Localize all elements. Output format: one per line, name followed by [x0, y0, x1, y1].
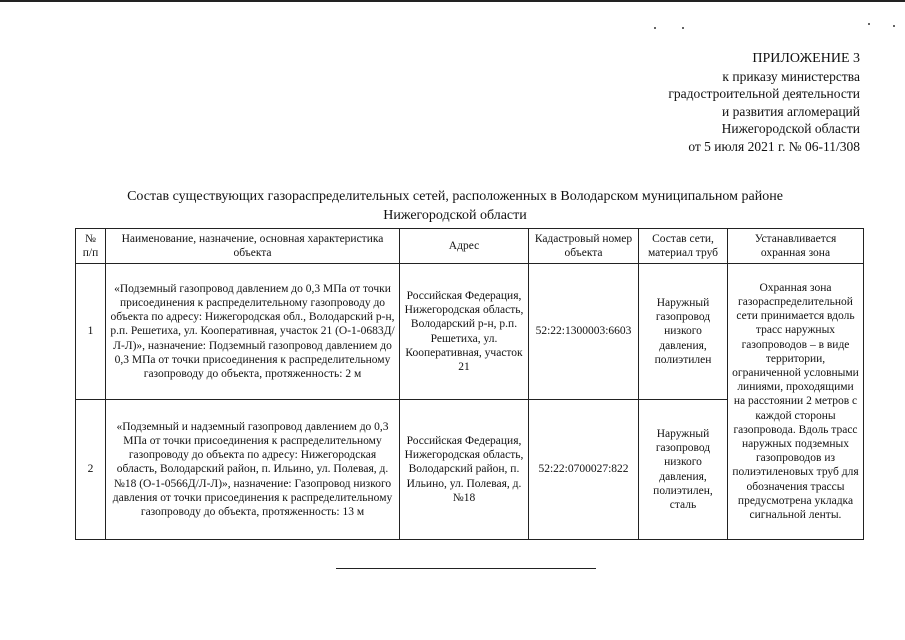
- document-title: [60, 187, 850, 225]
- gas-network-table: [75, 228, 864, 540]
- cell-address: Российская Федерация, Нижегородская область, Володарский р-н, р.п. Решетиха, ул. Кооперативная, участок 21: [400, 264, 529, 400]
- cell-name: «Подземный газопровод давлением до 0,3 МПа от точки присоединения к распределительному газопроводу до объекта по адресу: Нижегородская обл., Володарский р-н, р.п. Решетиха, ул. Кооперативная, участок 21 (О-1-0683Д/Л-Л)», назначение: Подземный газопровод давлением до 0,3 МПа от точки присоединения к распределительному газопроводу до объекта, протяженность: 2 м: [106, 264, 400, 400]
- header-zone: Устанавливается охранная зона: [728, 229, 864, 264]
- cell-protection-zone: Охранная зона газораспределительной сети принимается вдоль трасс наружных газопроводов – в виде территории, ограниченной условными линиями, проходящими на расстоянии 2 метров с каждой стороны газопровода. Вдоль трасс наружных подземных газопроводов из полиэтиленовых труб для обозначения трассы предусмотрена укладка сигнальной ленты.: [728, 264, 864, 540]
- header-number: № п/п: [76, 229, 106, 264]
- cell-address: Российская Федерация, Нижегородская область, Володарский район, п. Ильино, ул. Полевая, д. №18: [400, 400, 529, 540]
- annex-line: градостроительной деятельности: [668, 86, 860, 101]
- cell-number: 1: [76, 264, 106, 400]
- document-title-line: Состав существующих газораспределительных сетей, расположенных в Володарском муниципальном районе: [127, 189, 783, 204]
- header-material: Состав сети, материал труб: [639, 229, 728, 264]
- scan-speck: [682, 27, 684, 29]
- scan-top-edge-line: [0, 0, 905, 2]
- scan-speck: [868, 23, 870, 25]
- cell-name: «Подземный и надземный газопровод давлением до 0,3 МПа от точки присоединения к распределительному газопроводу до объекта по адресу: Нижегородская область, Володарский район, п. Ильино, ул. Полевая, д. №18 (О-1-0566Д/Л-Л)», назначение: Газопровод низкого давления от точки присоединения к распределительному газопроводу до объекта, протяженность: 13 м: [106, 400, 400, 540]
- annex-order-date: от 5 июля 2021 г. № 06-11/308: [688, 138, 860, 154]
- annex-title: ПРИЛОЖЕНИЕ 3: [752, 51, 860, 66]
- cell-material: Наружный газопровод низкого давления, полиэтилен, сталь: [639, 400, 728, 540]
- annex-header: [540, 50, 860, 155]
- header-address: Адрес: [400, 229, 529, 264]
- header-cadastral: Кадастровый номер объекта: [529, 229, 639, 264]
- annex-line: к приказу министерства: [722, 68, 860, 84]
- annex-line: Нижегородской области: [721, 121, 860, 136]
- cell-material: Наружный газопровод низкого давления, полиэтилен: [639, 264, 728, 400]
- footer-divider-line: [336, 568, 596, 569]
- cell-number: 2: [76, 400, 106, 540]
- scan-speck: [654, 27, 656, 29]
- scan-speck: [893, 25, 895, 27]
- header-name: Наименование, назначение, основная характеристика объекта: [106, 229, 400, 264]
- document-title-line: Нижегородской области: [383, 208, 527, 223]
- annex-line: и развития агломераций: [721, 103, 860, 119]
- cell-cadastral: 52:22:0700027:822: [529, 400, 639, 540]
- table-row: [76, 264, 864, 400]
- table-header-row: [76, 229, 864, 264]
- cell-cadastral: 52:22:1300003:6603: [529, 264, 639, 400]
